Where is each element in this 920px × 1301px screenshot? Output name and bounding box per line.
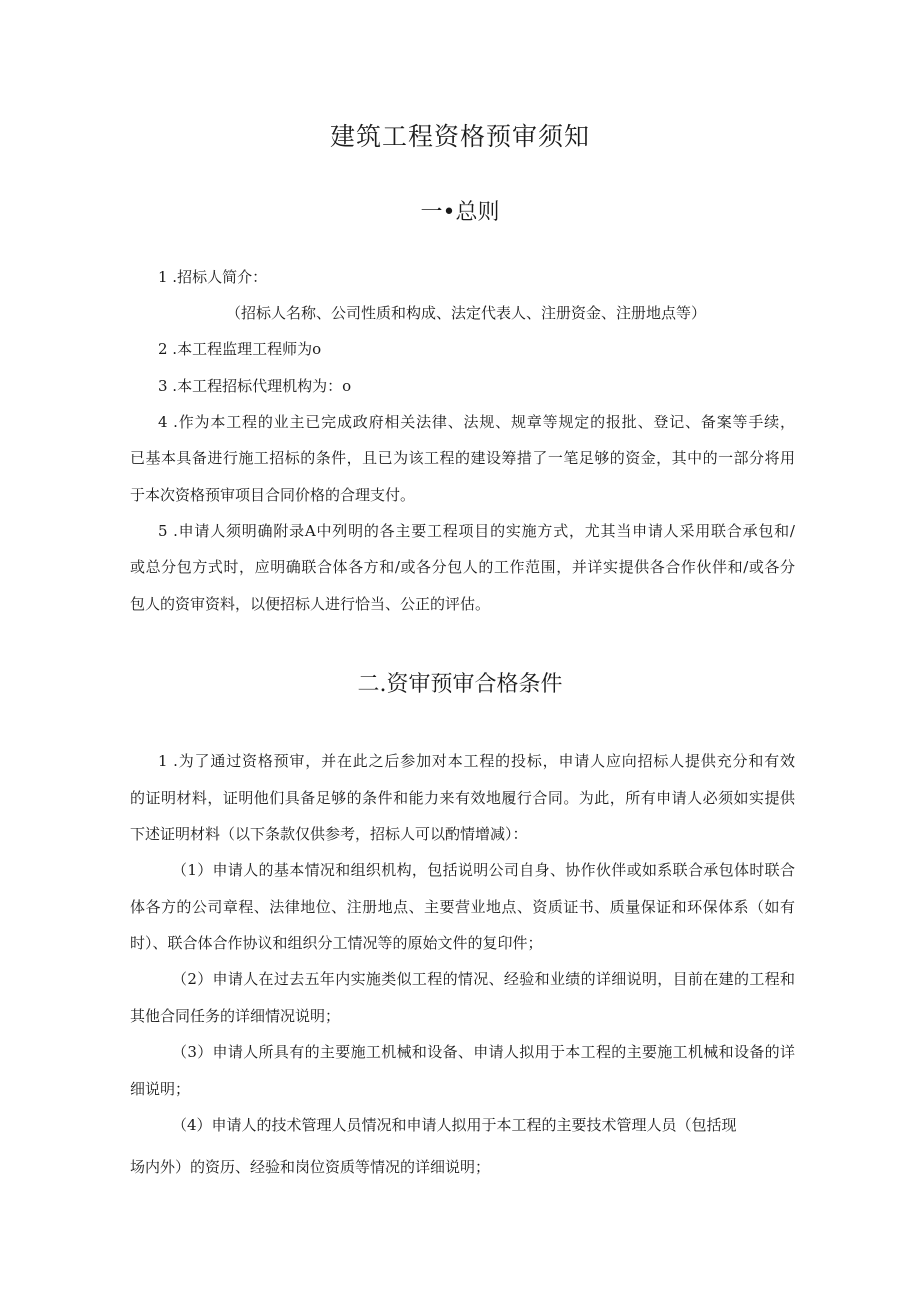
paragraph-line: 1 .招标人简介： — [158, 268, 268, 286]
paragraph-line: 的证明材料，证明他们具备足够的条件和能力来有效地履行合同。为此，所有申请人必须如实提供 — [130, 789, 795, 807]
paragraph-line: 3 .本工程招标代理机构为：o — [158, 377, 352, 395]
paragraph-line: 1 .为了通过资格预审，并在此之后参加对本工程的投标，申请人应向招标人提供充分和有效 — [158, 752, 795, 770]
paragraph-line: 包人的资审资料，以便招标人进行恰当、公正的评估。 — [130, 595, 491, 613]
paragraph-line: （2）申请人在过去五年内实施类似工程的情况、经验和业绩的详细说明，目前在建的工程和 — [172, 970, 795, 988]
paragraph-line: （招标人名称、公司性质和构成、法定代表人、注册资金、注册地点等） — [226, 304, 707, 322]
section-heading-general: 一•总则 — [420, 200, 500, 225]
paragraph-line: 5 .申请人须明确附录A中列明的各主要工程项目的实施方式，尤其当申请人采用联合承包和/ — [158, 522, 795, 540]
paragraph-line: 2 .本工程监理工程师为o — [158, 340, 322, 358]
paragraph-line: 或总分包方式时，应明确联合体各方和/或各分包人的工作范围，并详实提供各合作伙伴和/或各分 — [130, 558, 795, 576]
paragraph-line: （3）申请人所具有的主要施工机械和设备、申请人拟用于本工程的主要施工机械和设备的详 — [172, 1043, 795, 1061]
document-title: 建筑工程资格预审须知 — [329, 122, 590, 151]
paragraph-line: 已基本具备进行施工招标的条件，且已为该工程的建设筹措了一笔足够的资金，其中的一部分将用 — [130, 449, 795, 467]
paragraph-line: 下述证明材料（以下条款仅供参考，招标人可以酌情增减）： — [130, 825, 528, 843]
paragraph-line: 时）、联合体合作协议和组织分工情况等的原始文件的复印件； — [130, 934, 543, 952]
paragraph-line: （4）申请人的技术管理人员情况和申请人拟用于本工程的主要技术管理人员（包括现 — [172, 1116, 737, 1134]
paragraph-line: 4 .作为本工程的业主已完成政府相关法律、法规、规章等规定的报批、登记、备案等手续， — [158, 413, 795, 431]
paragraph-line: 于本次资格预审项目合同价格的合理支付。 — [130, 486, 416, 504]
paragraph-line: 场内外）的资历、经验和岗位资质等情况的详细说明； — [130, 1158, 491, 1176]
paragraph-line: 其他合同任务的详细情况说明； — [130, 1007, 341, 1025]
section-heading-qualification: 二.资审预审合格条件 — [357, 672, 563, 697]
paragraph-line: 细说明； — [130, 1080, 191, 1098]
paragraph-line: 体各方的公司章程、法律地位、注册地点、主要营业地点、资质证书、质量保证和环保体系（如有 — [130, 898, 795, 916]
paragraph-line: （1）申请人的基本情况和组织机构，包括说明公司自身、协作伙伴或如系联合承包体时联合 — [172, 861, 795, 879]
